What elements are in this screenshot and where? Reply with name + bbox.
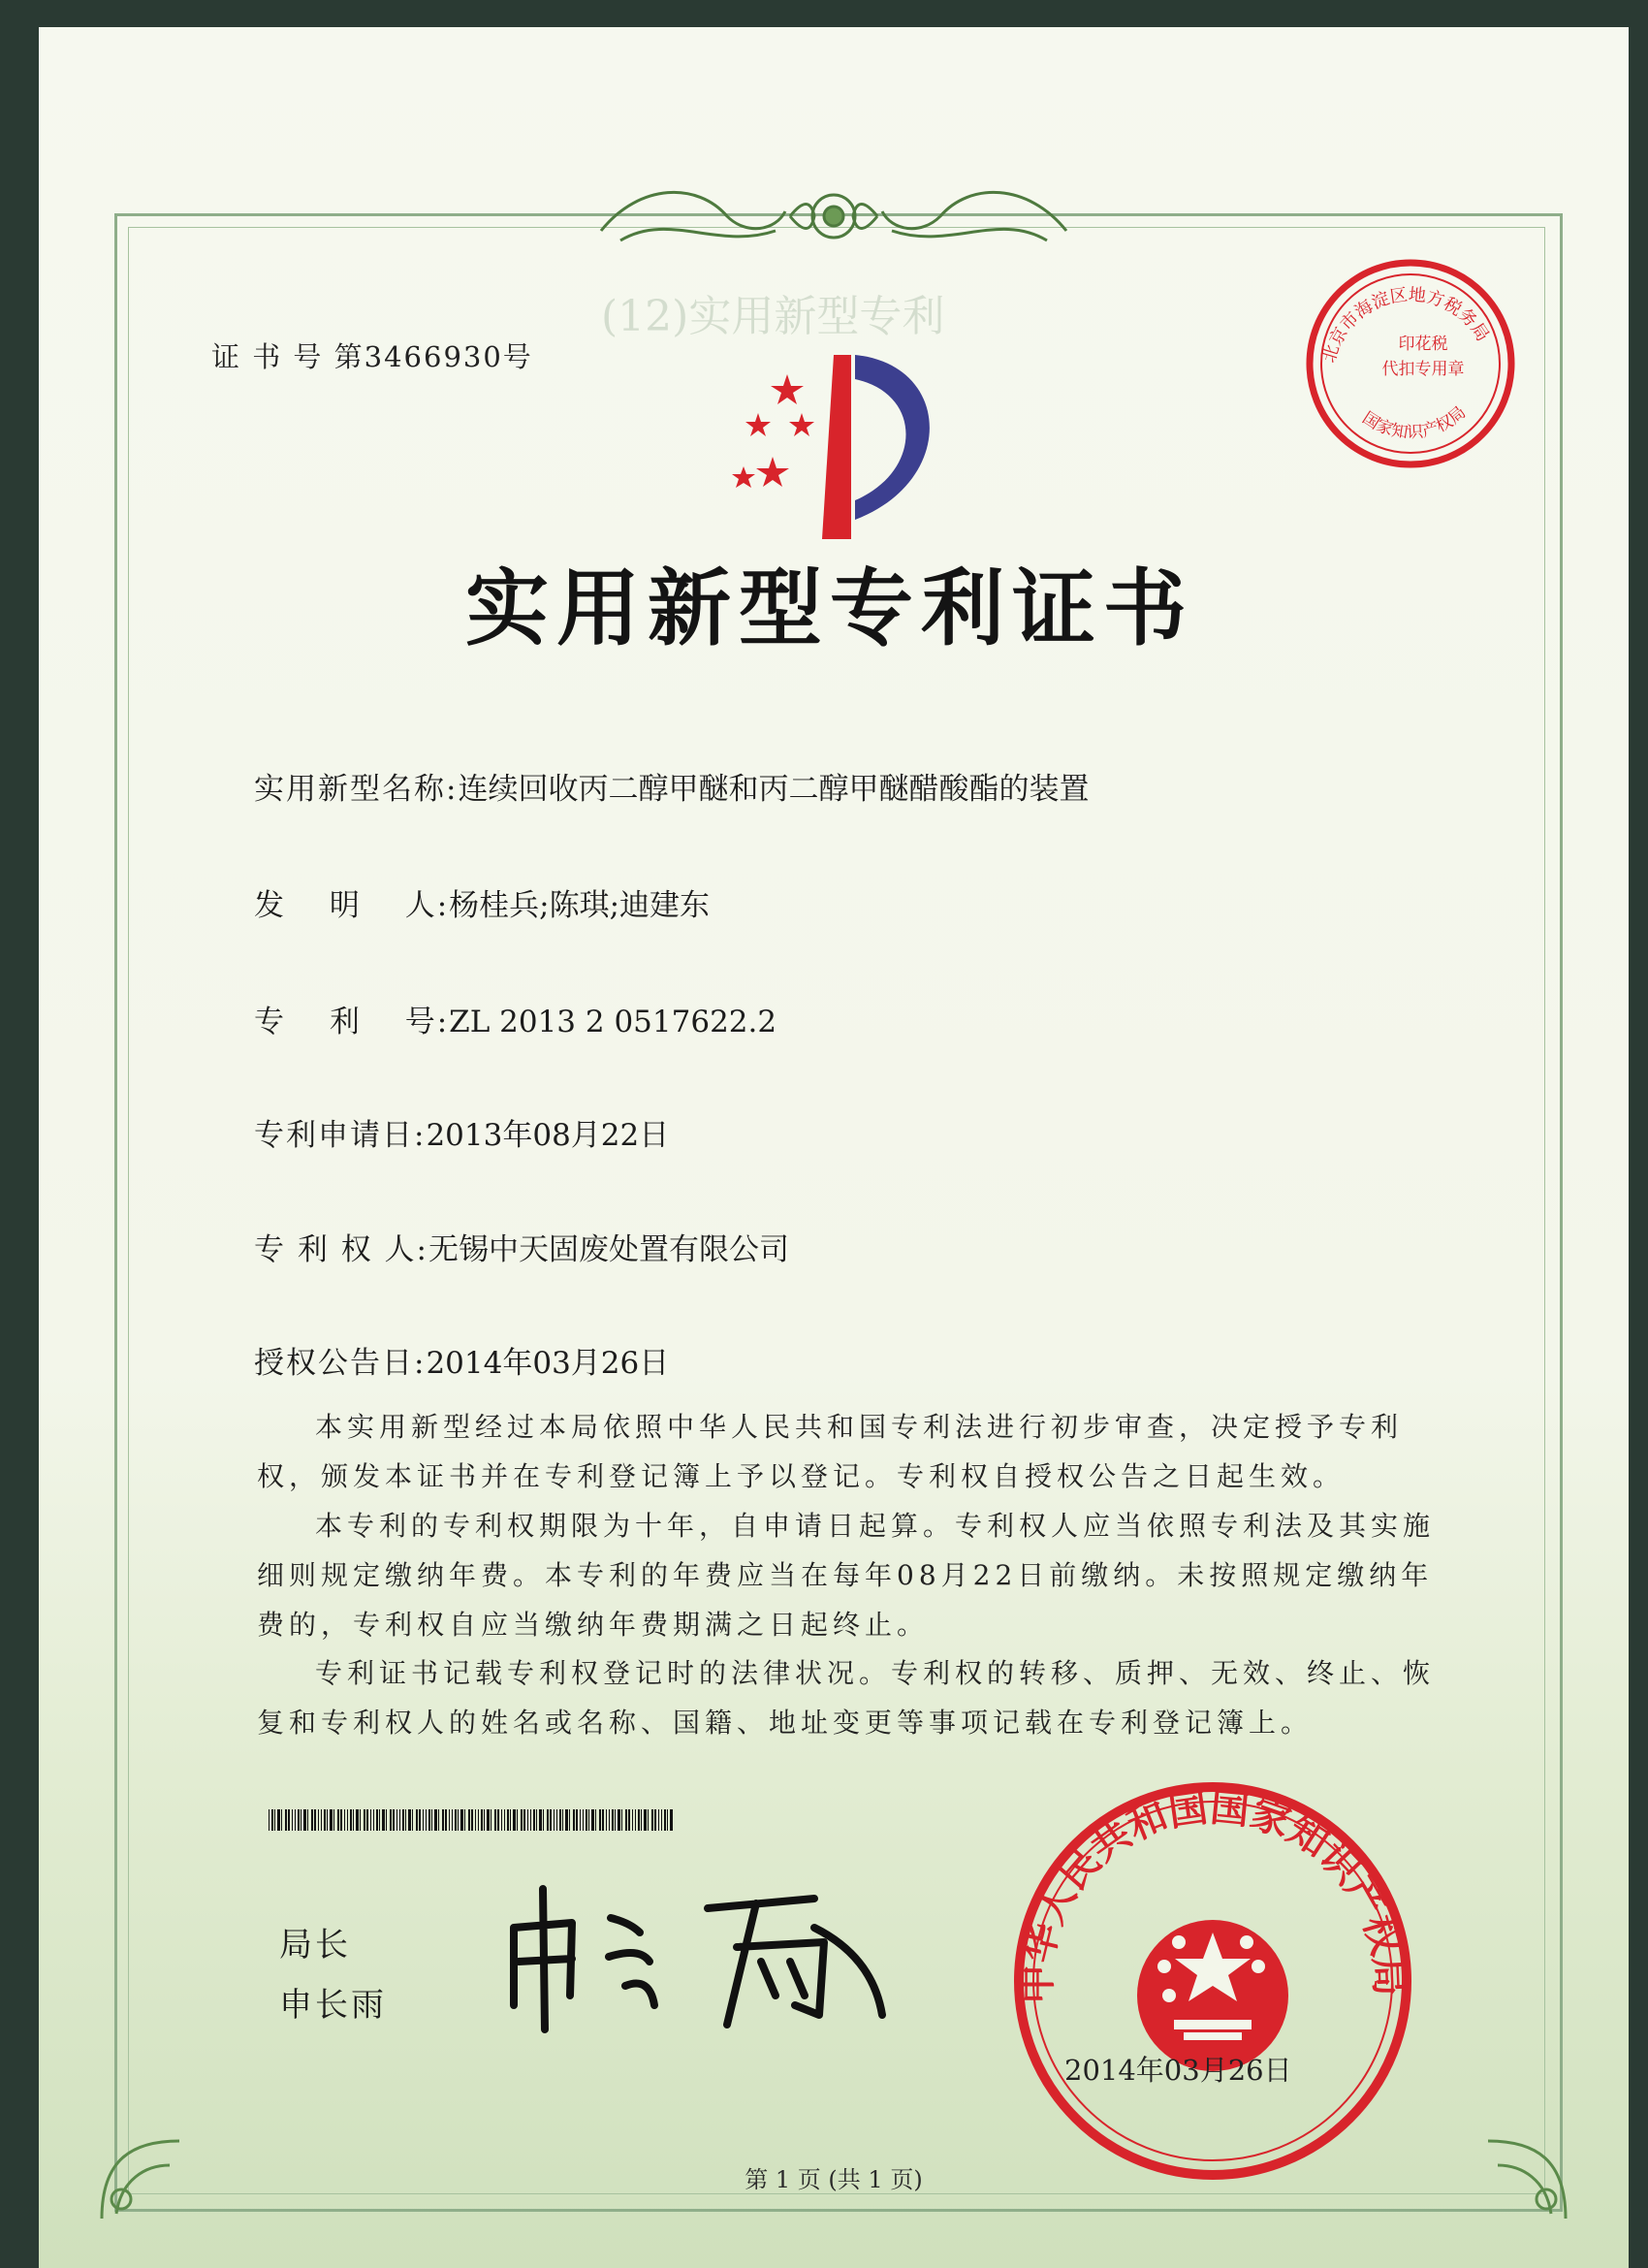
tax-seal-ring-text: 北京市海淀区地方税务局 xyxy=(1318,284,1493,366)
barcode-bar xyxy=(478,1809,479,1831)
barcode-bar xyxy=(504,1809,505,1831)
barcode-bar xyxy=(501,1809,502,1831)
field-label: 专利申请日: xyxy=(254,1118,427,1153)
barcode-bar xyxy=(591,1809,594,1831)
barcode-bar xyxy=(311,1809,313,1831)
barcode-bar xyxy=(615,1809,616,1831)
official-seal-date: 2014年03月26日 xyxy=(1064,2054,1292,2087)
barcode-bar xyxy=(460,1809,463,1831)
barcode-bar xyxy=(565,1809,568,1831)
barcode-bar xyxy=(527,1809,528,1831)
field-value: 2013年08月22日 xyxy=(426,1118,670,1153)
barcode-bar xyxy=(434,1809,437,1831)
barcode-bar xyxy=(271,1809,273,1831)
barcode-bar xyxy=(661,1809,662,1831)
tax-stamp-seal-icon xyxy=(1299,252,1522,475)
barcode-bar xyxy=(318,1809,319,1831)
barcode-bar xyxy=(638,1809,640,1831)
barcode-bar xyxy=(356,1809,359,1831)
barcode-bar xyxy=(382,1809,385,1831)
barcode-bar xyxy=(405,1809,406,1831)
barcode-bar xyxy=(644,1809,647,1831)
barcode-bar xyxy=(464,1809,465,1831)
field-grant-announcement-date xyxy=(254,1338,669,1382)
barcode-bar xyxy=(353,1809,354,1831)
barcode-bar xyxy=(559,1809,561,1831)
barcode-bar xyxy=(277,1809,280,1831)
barcode-bar xyxy=(517,1809,518,1831)
barcode-bar xyxy=(547,1809,549,1831)
barcode-bar xyxy=(521,1809,523,1831)
barcode-bar xyxy=(399,1809,400,1831)
barcode-bar xyxy=(379,1809,380,1831)
barcode-bar xyxy=(396,1809,397,1831)
official-seal-icon xyxy=(1004,1773,1421,2189)
header-ghost-text: (12)实用新型专利 xyxy=(601,292,945,341)
field-patent-number xyxy=(254,997,776,1040)
field-patentee xyxy=(254,1225,789,1268)
barcode-bar xyxy=(658,1809,659,1831)
barcode-bar xyxy=(426,1809,427,1831)
barcode-bar xyxy=(606,1809,607,1831)
barcode-bar xyxy=(670,1809,673,1831)
barcode-bar xyxy=(533,1809,535,1831)
paragraph-legal-status: 专利证书记载专利权登记时的法律状况。专利权的转移、质押、无效、终止、恢复和专利权人的姓名或名称、国籍、地址变更等事项记载在专利登记簿上。 xyxy=(257,1657,1436,1739)
barcode-bar xyxy=(569,1809,570,1831)
barcode-bar xyxy=(580,1809,581,1831)
barcode-bar xyxy=(667,1809,668,1831)
barcode-bar xyxy=(321,1809,322,1831)
barcode-bar xyxy=(298,1809,300,1831)
director-name: 申长雨 xyxy=(279,1986,387,2025)
barcode-bar xyxy=(468,1809,470,1831)
barcode-bar xyxy=(366,1809,368,1831)
barcode-bar xyxy=(393,1809,395,1831)
barcode-bar xyxy=(442,1809,444,1831)
barcode-bar xyxy=(602,1809,604,1831)
barcode-bar xyxy=(481,1809,483,1831)
barcode-bar xyxy=(303,1809,306,1831)
barcode-bar xyxy=(455,1809,457,1831)
tax-seal-center-line2: 代扣专用章 xyxy=(1381,360,1465,379)
barcode-bar xyxy=(445,1809,447,1831)
barcode-bar xyxy=(583,1809,584,1831)
barcode-bar xyxy=(281,1809,282,1831)
field-label: 实用新型名称: xyxy=(254,772,459,807)
director-title: 局长 xyxy=(279,1926,351,1965)
barcode-bar xyxy=(307,1809,308,1831)
official-seal-ring-text: 中华人民共和国国家知识产权局 xyxy=(1014,1785,1411,2004)
barcode-bar xyxy=(562,1809,563,1831)
field-label: 授权公告日: xyxy=(254,1346,427,1381)
field-label: 专 利 号: xyxy=(254,1005,450,1039)
barcode-bar xyxy=(507,1809,509,1831)
barcode-bar xyxy=(416,1809,418,1831)
barcode-bar xyxy=(390,1809,392,1831)
barcode-bar xyxy=(386,1809,387,1831)
barcode-bar xyxy=(487,1809,490,1831)
barcode-bar xyxy=(628,1809,630,1831)
barcode-bar xyxy=(419,1809,421,1831)
barcode-bar xyxy=(274,1809,275,1831)
barcode-bar xyxy=(648,1809,649,1831)
barcode-bar xyxy=(412,1809,413,1831)
certificate-title: 实用新型专利证书 xyxy=(465,559,1194,657)
barcode-bar xyxy=(494,1809,496,1831)
field-application-date xyxy=(254,1110,669,1154)
barcode-bar xyxy=(373,1809,374,1831)
barcode-bar xyxy=(449,1809,450,1831)
barcode-bar xyxy=(635,1809,636,1831)
barcode-bar xyxy=(458,1809,459,1831)
barcode-bar xyxy=(340,1809,342,1831)
field-label: 发 明 人: xyxy=(254,888,450,923)
barcode-bar xyxy=(324,1809,326,1831)
paragraph-term-and-fees: 本专利的专利权期限为十年，自申请日起算。专利权人应当依照专利法及其实施细则规定缴纳年费。本专利的年费应当在每年08月22日前缴纳。未按照规定缴纳年费的，专利权自应当缴纳年费期满之日起终止。 xyxy=(257,1510,1436,1641)
barcode-bar xyxy=(497,1809,499,1831)
certificate-page xyxy=(39,27,1629,2268)
barcode-bar xyxy=(573,1809,575,1831)
barcode-bar xyxy=(364,1809,365,1831)
barcode-bar xyxy=(327,1809,328,1831)
barcode-bar xyxy=(333,1809,334,1831)
barcode-bar xyxy=(423,1809,424,1831)
barcode-bar xyxy=(641,1809,642,1831)
barcode-bar xyxy=(428,1809,430,1831)
barcode-bar xyxy=(376,1809,378,1831)
field-inventors xyxy=(254,880,710,924)
barcode-bar xyxy=(654,1809,656,1831)
barcode-bar xyxy=(625,1809,627,1831)
top-ornament-icon xyxy=(582,173,1086,260)
field-value: 杨桂兵;陈琪;迪建东 xyxy=(449,888,711,923)
barcode-bar xyxy=(402,1809,404,1831)
tax-seal-bottom-text: 国家知识产权局 xyxy=(1358,402,1471,443)
barcode-bar xyxy=(609,1809,610,1831)
barcode-bar xyxy=(513,1809,516,1831)
barcode-bar xyxy=(576,1809,578,1831)
director-signature-icon xyxy=(494,1869,902,2034)
barcode xyxy=(269,1809,676,1831)
barcode-bar xyxy=(664,1809,666,1831)
barcode-bar xyxy=(288,1809,290,1831)
barcode-bar xyxy=(510,1809,511,1831)
barcode-bar xyxy=(539,1809,542,1831)
barcode-bar xyxy=(438,1809,439,1831)
field-value: 2014年03月26日 xyxy=(426,1346,670,1381)
field-utility-model-name xyxy=(254,764,1089,808)
barcode-bar xyxy=(543,1809,544,1831)
barcode-bar xyxy=(612,1809,614,1831)
barcode-bar xyxy=(295,1809,296,1831)
barcode-bar xyxy=(586,1809,587,1831)
barcode-bar xyxy=(330,1809,333,1831)
field-value: 连续回收丙二醇甲醚和丙二醇甲醚醋酸酯的装置 xyxy=(458,772,1090,807)
barcode-bar xyxy=(523,1809,525,1831)
tax-seal-center-line1: 印花税 xyxy=(1398,335,1448,354)
paragraph-grant-statement: 本实用新型经过本局依照中华人民共和国专利法进行初步审查，决定授予专利权，颁发本证书并在专利登记簿上予以登记。专利权自授权公告之日起生效。 xyxy=(257,1411,1404,1492)
barcode-bar xyxy=(536,1809,537,1831)
barcode-bar xyxy=(471,1809,473,1831)
page-number: 第 1 页 (共 1 页) xyxy=(745,2166,923,2193)
barcode-bar xyxy=(618,1809,620,1831)
barcode-bar xyxy=(556,1809,557,1831)
barcode-bar xyxy=(292,1809,293,1831)
svg-text:国家知识产权局 xyxy=(1359,402,1471,442)
barcode-bar xyxy=(599,1809,601,1831)
barcode-bar xyxy=(595,1809,596,1831)
barcode-bar xyxy=(360,1809,361,1831)
barcode-bar xyxy=(370,1809,371,1831)
field-value: ZL 2013 2 0517622.2 xyxy=(449,1005,777,1039)
barcode-bar xyxy=(452,1809,453,1831)
barcode-bar xyxy=(651,1809,653,1831)
patent-office-logo-icon xyxy=(729,335,962,539)
barcode-bar xyxy=(337,1809,339,1831)
barcode-bar xyxy=(431,1809,432,1831)
field-value: 无锡中天固废处置有限公司 xyxy=(428,1232,790,1267)
barcode-bar xyxy=(344,1809,345,1831)
barcode-bar xyxy=(475,1809,476,1831)
barcode-bar xyxy=(314,1809,316,1831)
barcode-bar xyxy=(285,1809,287,1831)
barcode-bar xyxy=(588,1809,589,1831)
barcode-bar xyxy=(621,1809,622,1831)
barcode-bar xyxy=(484,1809,485,1831)
barcode-bar xyxy=(554,1809,555,1831)
barcode-bar xyxy=(632,1809,633,1831)
barcode-bar xyxy=(350,1809,352,1831)
barcode-bar xyxy=(530,1809,531,1831)
barcode-bar xyxy=(550,1809,552,1831)
barcode-bar xyxy=(408,1809,411,1831)
field-label: 专 利 权 人: xyxy=(254,1232,429,1267)
certificate-number: 证 书 号 第3466930号 xyxy=(211,340,533,373)
barcode-bar xyxy=(347,1809,348,1831)
